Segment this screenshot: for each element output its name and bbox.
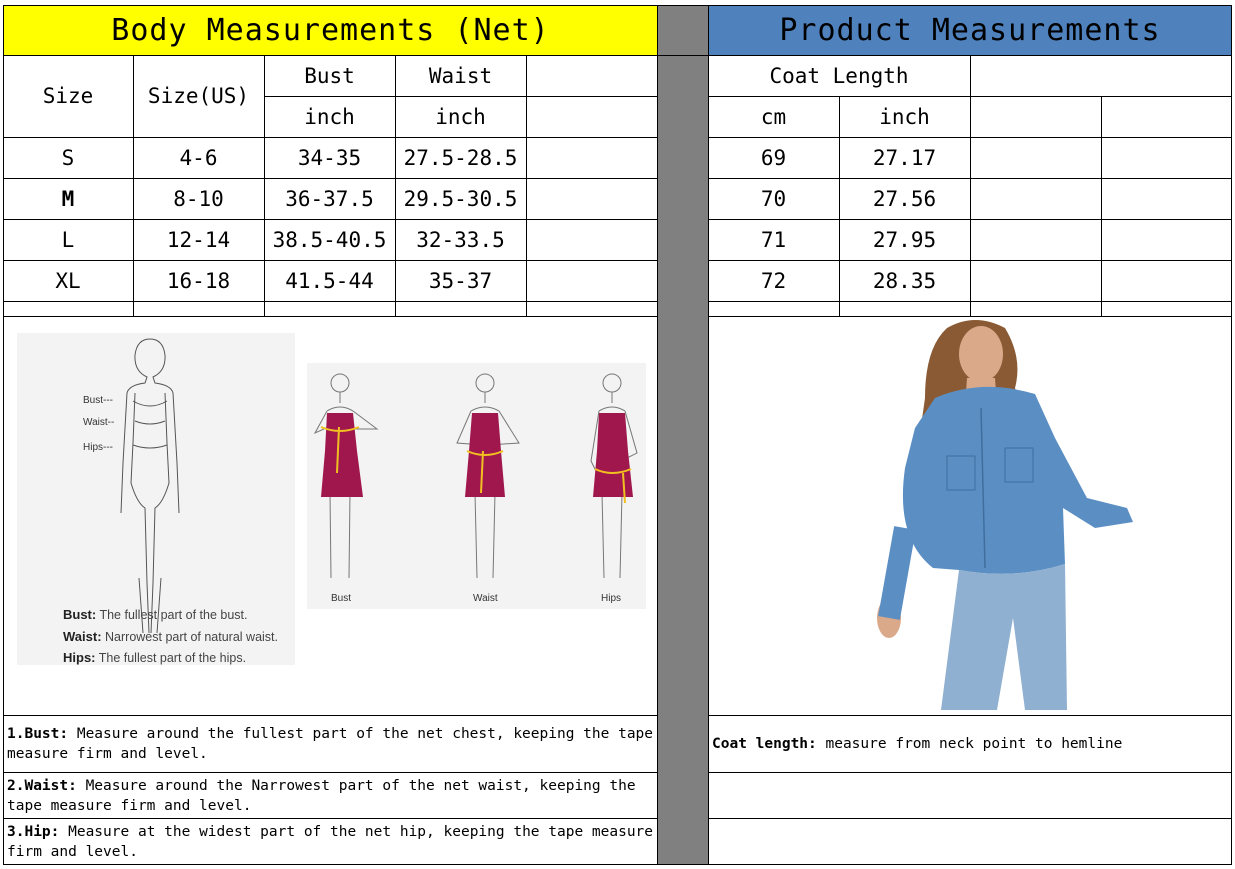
definition-bust-text: The fullest part of the bust. — [99, 608, 248, 622]
unit-cm: cm — [760, 104, 787, 129]
product-photo — [855, 318, 1155, 710]
dress-measurement-illustration — [307, 363, 646, 609]
row-waist: 35-37 — [428, 268, 493, 293]
definition-waist-term: Waist: — [63, 629, 102, 644]
row-size-us: 8-10 — [173, 186, 224, 211]
definition-hips-text: The fullest part of the hips. — [98, 651, 247, 665]
row-bust: 34-35 — [297, 145, 362, 170]
figure-label-bust: Bust--- — [83, 395, 113, 406]
row-bust: 38.5-40.5 — [272, 227, 387, 252]
row-size: M — [61, 186, 75, 211]
header-waist: Waist — [428, 63, 493, 88]
note-coat-length — [708, 716, 1231, 772]
row-size: S — [61, 145, 75, 170]
body-measurements-title: Body Measurements (Net) — [3, 5, 658, 55]
row-size-us: 4-6 — [179, 145, 218, 170]
row-bust: 41.5-44 — [285, 268, 374, 293]
dress-label-waist: Waist — [473, 593, 498, 604]
note-hip-term: 3.Hip: — [7, 823, 60, 840]
definition-waist-text: Narrowest part of natural waist. — [105, 630, 279, 644]
row-size: XL — [55, 268, 81, 293]
row-cm: 72 — [760, 268, 787, 293]
note-hip — [3, 819, 657, 864]
figure-label-waist: Waist-- — [83, 417, 115, 428]
note-coat-length-term: Coat length: — [712, 736, 817, 752]
dress-label-bust: Bust — [331, 593, 352, 604]
row-waist: 27.5-28.5 — [403, 145, 518, 170]
unit-inch: inch — [879, 104, 930, 129]
definition-waist — [63, 629, 278, 644]
dress-label-hips: Hips — [601, 593, 622, 604]
row-waist: 32-33.5 — [416, 227, 505, 252]
definition-hips-term: Hips: — [63, 650, 96, 665]
figure-label-hips: Hips--- — [83, 442, 113, 453]
note-coat-length-text: measure from neck point to hemline — [816, 736, 1123, 752]
product-measurements-title: Product Measurements — [708, 5, 1232, 55]
dress-figures-panel — [307, 363, 646, 609]
note-hip-text: Measure at the widest part of the net hip, keeping the tape measure firm and level. — [7, 823, 654, 860]
row-cm: 69 — [760, 145, 787, 170]
row-size: L — [61, 227, 75, 252]
note-bust — [3, 716, 657, 772]
row-bust: 36-37.5 — [285, 186, 374, 211]
body-figure-panel — [17, 333, 295, 665]
row-cm: 71 — [760, 227, 787, 252]
row-cm: 70 — [760, 186, 787, 211]
header-size: Size — [42, 84, 94, 108]
row-inch: 27.56 — [872, 186, 937, 211]
note-waist-text: Measure around the Narrowest part of the net waist, keeping the tape measure firm and level. — [7, 777, 636, 814]
row-inch: 27.17 — [872, 145, 937, 170]
model-shirt-illustration — [855, 318, 1155, 710]
definition-bust — [63, 607, 247, 622]
unit-waist: inch — [435, 104, 486, 129]
row-waist: 29.5-30.5 — [403, 186, 518, 211]
row-inch: 28.35 — [872, 268, 937, 293]
definition-hips — [63, 650, 246, 665]
header-bust: Bust — [304, 63, 355, 88]
definition-bust-term: Bust: — [63, 607, 97, 622]
note-waist — [3, 773, 657, 818]
row-size-us: 16-18 — [166, 268, 231, 293]
unit-bust: inch — [304, 104, 355, 129]
note-bust-text: Measure around the fullest part of the net chest, keeping the tape measure firm and level. — [7, 726, 654, 762]
divider-column — [658, 5, 708, 865]
header-coat-length: Coat Length — [769, 63, 909, 88]
note-bust-term: 1.Bust: — [7, 726, 69, 742]
row-inch: 27.95 — [872, 227, 937, 252]
header-size-us: Size(US) — [147, 84, 250, 108]
row-size-us: 12-14 — [166, 227, 231, 252]
note-waist-term: 2.Waist: — [7, 777, 77, 794]
